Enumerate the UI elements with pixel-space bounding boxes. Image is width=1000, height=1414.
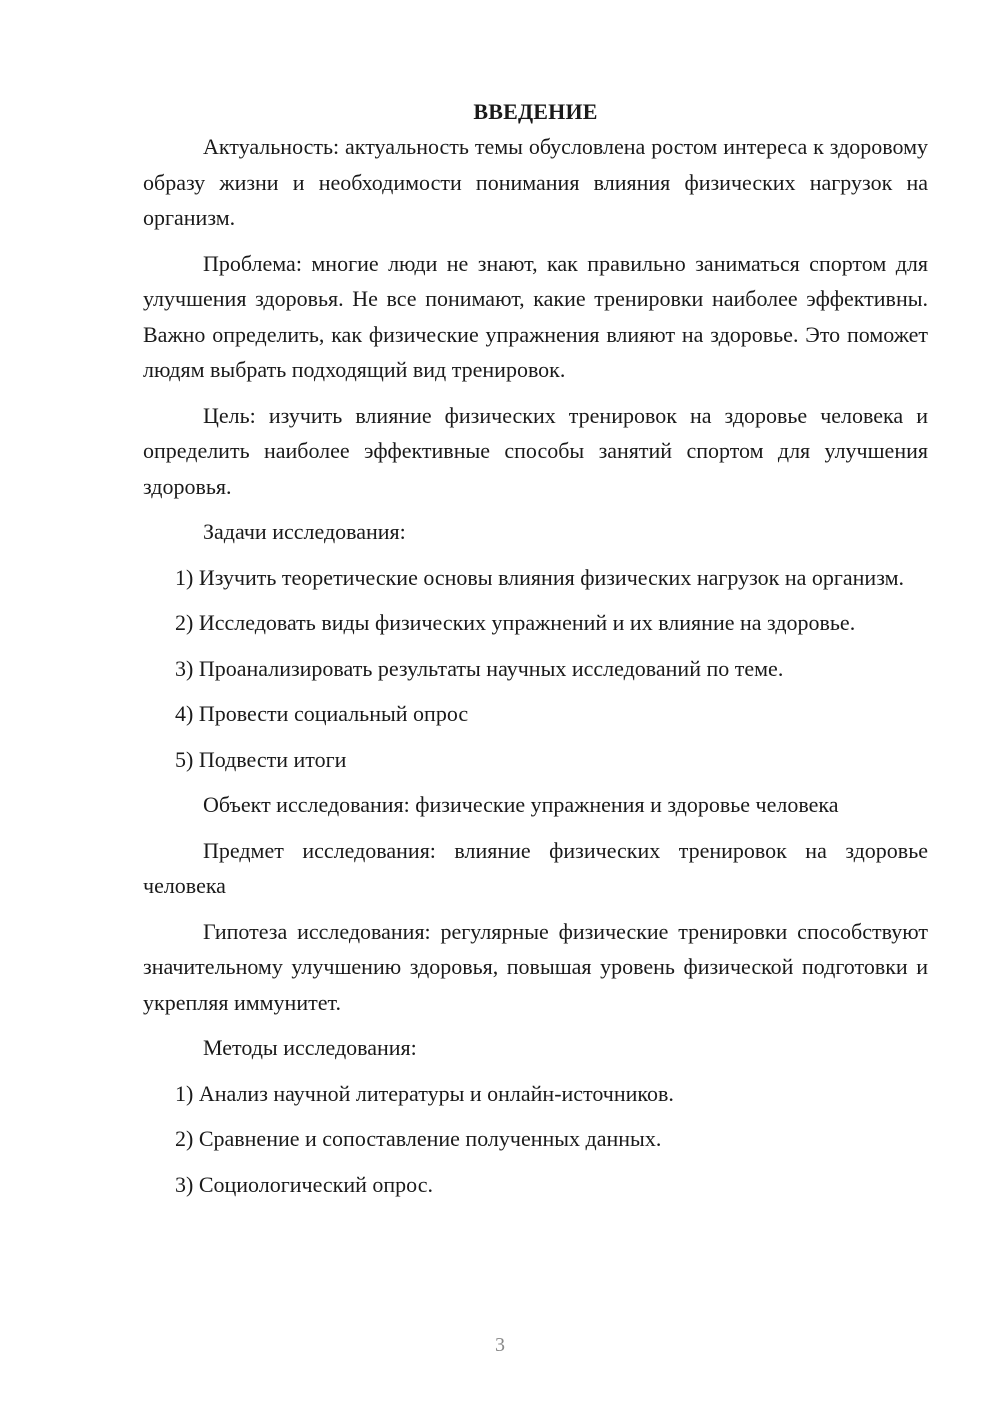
method-item-3: 3) Социологический опрос.: [175, 1171, 433, 1197]
method-item-2: 2) Сравнение и сопоставление полученных данных.: [175, 1126, 662, 1151]
task-item-1: 1) Изучить теоретические основы влияния физических нагрузок на организм.: [175, 564, 905, 590]
subject-paragraph: Предмет исследования: влияние физических тренировок на здоровье человека: [143, 837, 928, 898]
relevance-paragraph: Актуальность: актуальность темы обусловлена ростом интереса к здоровому образу жизни и необходимости понимания влияния физических нагрузок на организм.: [143, 134, 928, 230]
hypothesis-paragraph: Гипотеза исследования: регулярные физические тренировки способствуют значительному улучшению здоровья, повышая уровень физической подготовки и укрепляя иммунитет.: [143, 918, 928, 1015]
problem-paragraph: Проблема: многие люди не знают, как правильно заниматься спортом для улучшения здоровья. Не все понимают, какие тренировки наиболее эффективны. Важно определить, как физические упражнения влияют на здоровье. Это поможет людям выбрать подходящий вид тренировок.: [143, 250, 928, 382]
tasks-title: Задачи исследования:: [203, 519, 406, 544]
method-item-1: 1) Анализ научной литературы и онлайн-источников.: [175, 1080, 674, 1106]
page-number: 3: [495, 1334, 505, 1356]
goal-paragraph: Цель: изучить влияние физических тренировок на здоровье человека и определить наиболее эффективные способы занятий спортом для улучшения здоровья.: [143, 402, 928, 499]
task-item-3: 3) Проанализировать результаты научных исследований по теме.: [175, 655, 784, 681]
task-item-5: 5) Подвести итоги: [175, 746, 347, 772]
task-item-2: 2) Исследовать виды физических упражнений и их влияние на здоровье.: [175, 610, 856, 635]
object-paragraph: Объект исследования: физические упражнения и здоровье человека: [203, 792, 839, 817]
methods-title: Методы исследования:: [203, 1035, 417, 1060]
page-content: [143, 94, 928, 1202]
task-item-4: 4) Провести социальный опрос: [175, 701, 469, 726]
page-title: ВВЕДЕНИЕ: [473, 99, 598, 124]
